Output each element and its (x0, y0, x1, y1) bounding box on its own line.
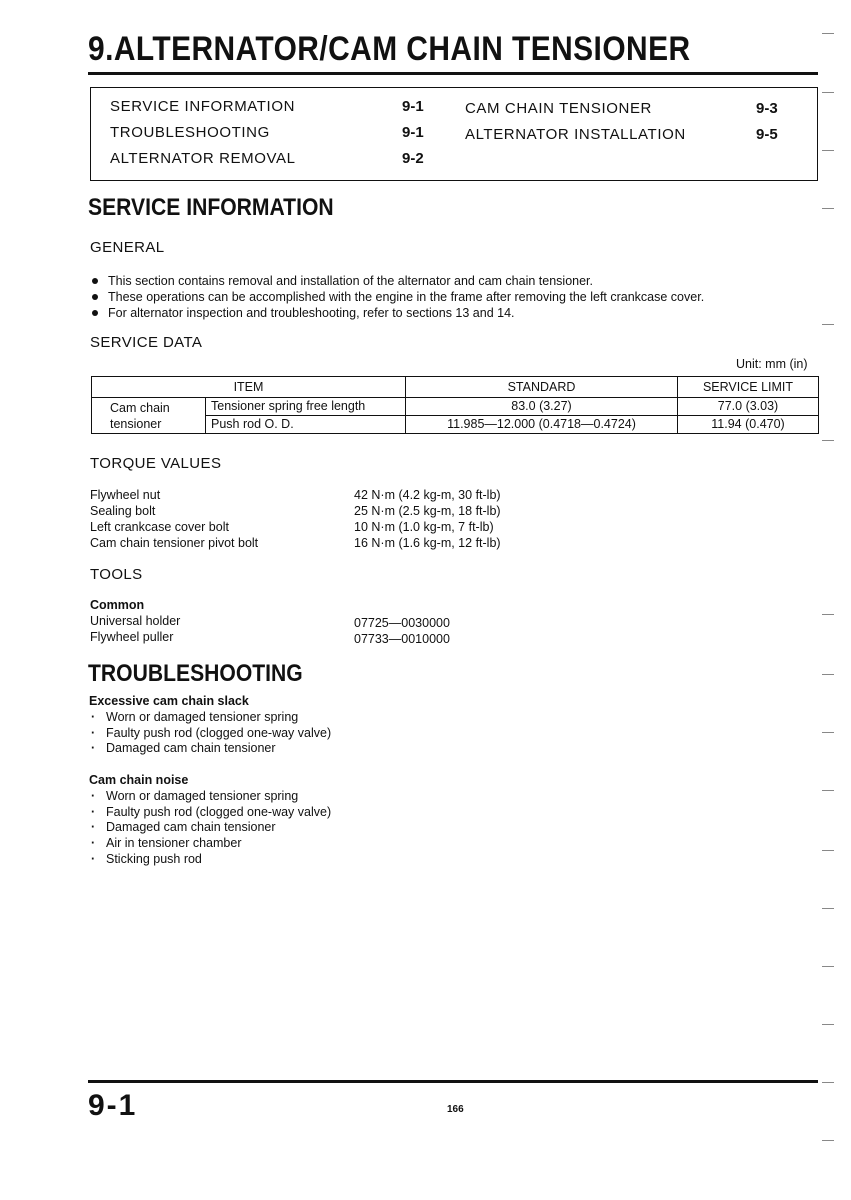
torque-value: 42 N·m (4.2 kg-m, 30 ft-lb) (354, 488, 501, 502)
edge-mark (822, 1024, 834, 1025)
edge-mark (822, 732, 834, 733)
column-header-standard: STANDARD (406, 377, 678, 398)
row-group-label (92, 398, 206, 434)
torque-label: Flywheel nut (90, 488, 161, 502)
list-item: · Sticking push rod (89, 852, 331, 868)
list-item: These operations can be accomplished with the engine in the frame after removing the left crankcase cover. (90, 289, 704, 305)
trouble-cause-list (89, 789, 331, 867)
table-cell-limit: 11.94 (0.470) (678, 416, 819, 434)
torque-label: Cam chain tensioner pivot bolt (90, 536, 259, 550)
torque-heading: TORQUE VALUES (90, 455, 222, 472)
toc-entry-page: 9-5 (756, 126, 778, 143)
tool-label: Flywheel puller (90, 630, 174, 644)
torque-value: 16 N·m (1.6 kg-m, 12 ft-lb) (354, 536, 501, 550)
edge-mark (822, 1140, 834, 1141)
edge-mark (822, 150, 834, 151)
edge-mark (822, 966, 834, 967)
torque-label: Sealing bolt (90, 504, 156, 518)
edge-mark (822, 614, 834, 615)
toc-entry-label: ALTERNATOR INSTALLATION (465, 126, 686, 143)
trouble-group-title: Excessive cam chain slack (89, 694, 249, 708)
edge-mark (822, 92, 834, 93)
section-heading-service-information: SERVICE INFORMATION (88, 194, 334, 221)
table-cell-item: Push rod O. D. (206, 416, 406, 434)
toc-entry-label: TROUBLESHOOTING (110, 124, 270, 141)
edge-mark (822, 1082, 834, 1083)
list-item: · Worn or damaged tensioner spring (89, 710, 331, 726)
section-heading-troubleshooting: TROUBLESHOOTING (88, 660, 303, 687)
column-header-item: ITEM (92, 377, 406, 398)
edge-mark (822, 208, 834, 209)
toc-entry-page: 9-2 (402, 150, 424, 167)
unit-label: Unit: mm (in) (736, 357, 808, 371)
trouble-group-title: Cam chain noise (89, 773, 189, 787)
tool-part-number: 07725—0030000 (354, 616, 450, 630)
general-bullet-list (90, 273, 704, 321)
list-item: · Damaged cam chain tensioner (89, 820, 331, 836)
table-cell-item: Tensioner spring free length (206, 398, 406, 416)
toc-entry-page: 9-3 (756, 100, 778, 117)
list-item: For alternator inspection and troubleshooting, refer to sections 13 and 14. (90, 305, 704, 321)
row-group-label-line: tensioner (110, 416, 162, 431)
service-data-heading: SERVICE DATA (90, 334, 203, 351)
edge-mark (822, 790, 834, 791)
list-item: This section contains removal and installation of the alternator and cam chain tensioner. (90, 273, 704, 289)
table-cell-standard: 11.985—12.000 (0.4718—0.4724) (406, 416, 678, 434)
toc-entry-label: CAM CHAIN TENSIONER (465, 100, 652, 117)
chapter-title: 9.ALTERNATOR/CAM CHAIN TENSIONER (88, 30, 691, 68)
general-heading: GENERAL (90, 239, 165, 256)
toc-entry-page: 9-1 (402, 124, 424, 141)
footer-rule (88, 1080, 818, 1083)
trouble-cause-list (89, 710, 331, 757)
edge-mark (822, 850, 834, 851)
edge-mark (822, 908, 834, 909)
list-item: · Faulty push rod (clogged one-way valve) (89, 726, 331, 742)
tools-heading: TOOLS (90, 566, 143, 583)
tool-label: Universal holder (90, 614, 181, 628)
table-row (92, 398, 819, 416)
edge-mark (822, 674, 834, 675)
column-header-service-limit: SERVICE LIMIT (678, 377, 819, 398)
scan-page-number: 166 (447, 1104, 464, 1115)
toc-entry-label: SERVICE INFORMATION (110, 98, 296, 115)
service-data-table (91, 376, 819, 434)
table-header-row (92, 377, 819, 398)
list-item: · Air in tensioner chamber (89, 836, 331, 852)
list-item: · Damaged cam chain tensioner (89, 741, 331, 757)
edge-mark (822, 440, 834, 441)
title-rule (88, 72, 818, 75)
row-group-label-line: Cam chain (110, 400, 170, 415)
table-cell-standard: 83.0 (3.27) (406, 398, 678, 416)
edge-mark (822, 324, 834, 325)
tools-group-label: Common (90, 598, 145, 612)
torque-label: Left crankcase cover bolt (90, 520, 229, 534)
list-item: · Worn or damaged tensioner spring (89, 789, 331, 805)
torque-value: 25 N·m (2.5 kg-m, 18 ft-lb) (354, 504, 501, 518)
list-item: · Faulty push rod (clogged one-way valve) (89, 805, 331, 821)
toc-entry-label: ALTERNATOR REMOVAL (110, 150, 296, 167)
torque-value: 10 N·m (1.0 kg-m, 7 ft-lb) (354, 520, 494, 534)
table-cell-limit: 77.0 (3.03) (678, 398, 819, 416)
edge-mark (822, 33, 834, 34)
tool-part-number: 07733—0010000 (354, 632, 450, 646)
page-number: 9-1 (88, 1089, 138, 1122)
toc-entry-page: 9-1 (402, 98, 424, 115)
